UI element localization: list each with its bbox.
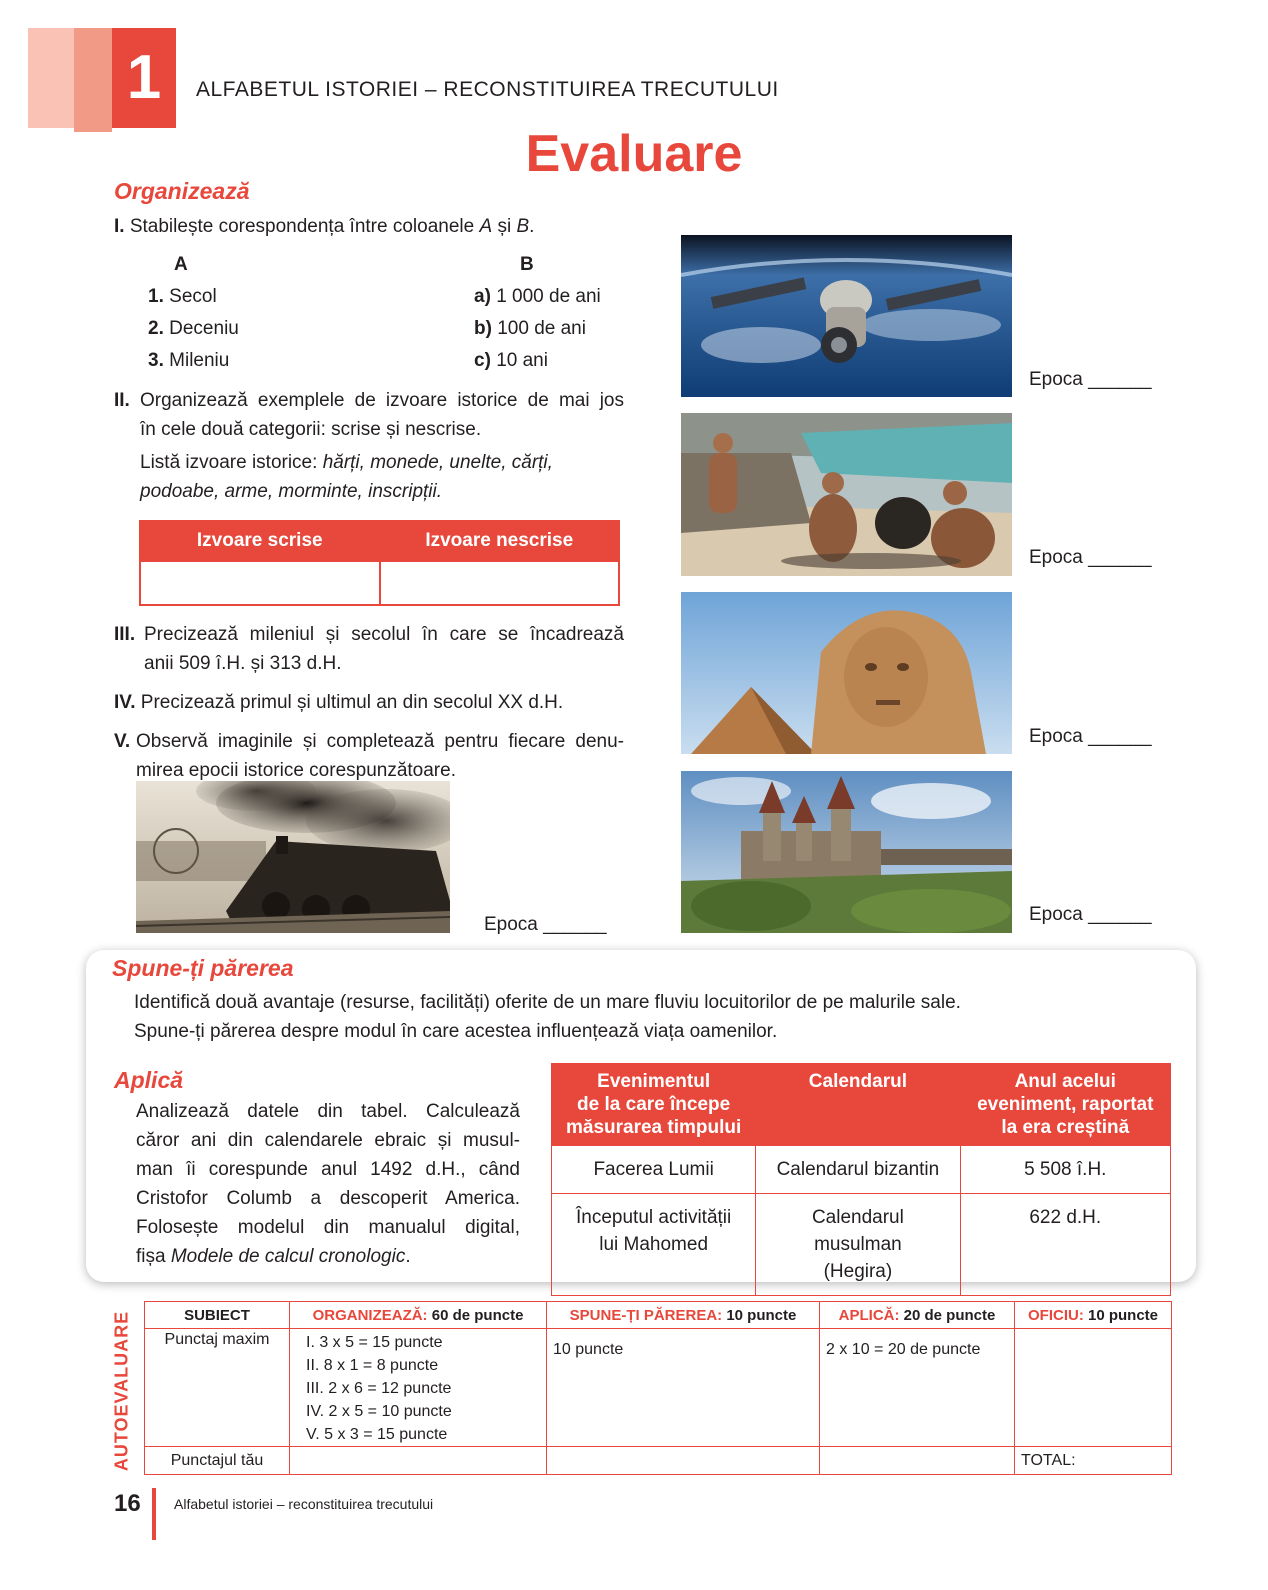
column-b-item: b) 100 de ani xyxy=(474,318,586,339)
year-cell: 5 508 î.H. xyxy=(960,1146,1170,1194)
your-score-label: Punctajul tău xyxy=(145,1447,290,1475)
max-score-label: Punctaj maxim xyxy=(145,1329,290,1447)
organizeaza-breakdown: I. 3 x 5 = 15 puncte II. 8 x 1 = 8 puncte III. 2 x 6 = 12 puncte IV. 2 x 5 = 10 puncte V. 5 x 3 = 15 puncte xyxy=(290,1329,547,1447)
exercise-1-prompt xyxy=(114,212,534,241)
exercise-5-number: V. xyxy=(114,731,131,752)
oficiu-max-points xyxy=(1015,1329,1172,1447)
autoevaluare-label: AUTOEVALUARE xyxy=(111,1310,132,1472)
column-a-header: A xyxy=(174,254,188,275)
column-b-ref: B xyxy=(516,216,530,237)
chapter-title: ALFABETUL ISTORIEI – RECONSTITUIREA TRECUTULUI xyxy=(196,78,779,101)
aplica-text: Analizează datele din tabel. Calculează căror ani din calendarele ebraic și musul- man îi corespunde anul 1492 d.H., când Cristofor Columb a descoperit America. Folosește modelul din manualul digital, fișa Modele de calcul cronologic. xyxy=(136,1101,520,1267)
exercise-2-prompt: II. Organizează exemplele de izvoare istorice de mai jos în cele două categorii: scrise și nescrise. Listă izvoare istorice: hărți, monede, unelte, cărți, podoabe, arme, morminte, inscripții. xyxy=(114,386,624,506)
calendar-table xyxy=(551,1063,1171,1296)
spune-your-score[interactable] xyxy=(547,1447,820,1475)
epoch-answer-antiquity[interactable]: Epoca ______ xyxy=(1029,726,1152,747)
exercise-1-text: Stabilește corespondența între coloanele xyxy=(129,216,480,237)
column-b-item: c) 10 ani xyxy=(474,350,548,371)
subject-header: SUBIECT xyxy=(145,1302,290,1329)
year-column-header: Anul acelui eveniment, raportat la era creștină xyxy=(960,1064,1170,1146)
table-row xyxy=(552,1146,1171,1194)
event-cell: Începutul activității lui Mahomed xyxy=(552,1194,756,1296)
written-sources-header: Izvoare scrise xyxy=(140,521,380,561)
exercise-4-prompt: IV. Precizează primul și ultimul an din secolul XX d.H. xyxy=(114,692,564,713)
sources-table xyxy=(139,520,620,606)
exercise-3-prompt: III. Precizează mileniul și secolul în care se încadrează anii 509 î.H. și 313 d.H. xyxy=(114,620,624,678)
spune-parerea-line1: Identifică două avantaje (resurse, facilități) oferite de un mare fluviu locuitorilor de pe malurile sale. xyxy=(134,992,961,1013)
aplica-your-score[interactable] xyxy=(820,1447,1015,1475)
spacecraft-photo xyxy=(681,235,1012,397)
exercise-1-number: I. xyxy=(114,216,125,237)
calendar-column-header: Calendarul xyxy=(756,1064,960,1146)
total-cell[interactable]: TOTAL: xyxy=(1015,1447,1172,1475)
chapter-tab-mid xyxy=(74,28,112,132)
event-cell: Facerea Lumii xyxy=(552,1146,756,1194)
column-b-item: a) 1 000 de ani xyxy=(474,286,601,307)
spune-max-points: 10 puncte xyxy=(547,1329,820,1447)
castle-photo xyxy=(681,771,1012,933)
column-a-item: 1. Secol xyxy=(148,286,217,307)
written-sources-cell[interactable] xyxy=(140,561,380,605)
page-number: 16 xyxy=(114,1490,141,1517)
unwritten-sources-header: Izvoare nescrise xyxy=(380,521,620,561)
event-column-header: Evenimentul de la care începe măsurarea timpului xyxy=(552,1064,756,1146)
organizeaza-heading: Organizează xyxy=(114,178,250,204)
self-assessment-table xyxy=(144,1301,1172,1475)
prehistoric-people-photo xyxy=(681,413,1012,576)
year-cell: 622 d.H. xyxy=(960,1194,1170,1296)
chapter-number: 1 xyxy=(112,28,176,128)
chapter-tab-light xyxy=(28,28,74,128)
epoch-answer-prehistory[interactable]: Epoca ______ xyxy=(1029,547,1152,568)
exercise-5-prompt: V. Observă imaginile și completează pentru fiecare denu- mirea epocii istorice corespunzătoare. xyxy=(114,727,624,785)
exercise-2-number: II. xyxy=(114,390,130,411)
aplica-points-header: APLICĂ: 20 de puncte xyxy=(820,1302,1015,1329)
spune-parerea-heading: Spune-ți părerea xyxy=(112,955,294,981)
organizeaza-points-header: ORGANIZEAZĂ: 60 de puncte xyxy=(290,1302,547,1329)
epoch-answer-middle-ages[interactable]: Epoca ______ xyxy=(1029,904,1152,925)
steam-train-photo xyxy=(136,781,450,933)
column-a-ref: A xyxy=(479,216,493,237)
epoch-answer-train[interactable]: Epoca ______ xyxy=(484,914,607,935)
organizeaza-your-score[interactable] xyxy=(290,1447,547,1475)
table-row xyxy=(552,1194,1171,1296)
aplica-heading: Aplică xyxy=(114,1067,184,1093)
epoch-answer-spacecraft[interactable]: Epoca ______ xyxy=(1029,369,1152,390)
oficiu-points-header: OFICIU: 10 puncte xyxy=(1015,1302,1172,1329)
exercise-3-number: III. xyxy=(114,624,136,645)
exercise-1-end: . xyxy=(529,216,535,237)
spune-points-header: SPUNE-ȚI PĂREREA: 10 puncte xyxy=(547,1302,820,1329)
page-title: Evaluare xyxy=(525,125,743,183)
column-b-header: B xyxy=(520,254,534,275)
calendar-cell: Calendarul bizantin xyxy=(756,1146,960,1194)
spune-parerea-line2: Spune-ți părerea despre modul în care acestea influențează viața oamenilor. xyxy=(134,1021,778,1042)
aplica-max-points: 2 x 10 = 20 de puncte xyxy=(820,1329,1015,1447)
exercise-1-and: și xyxy=(492,216,517,237)
column-a-item: 2. Deceniu xyxy=(148,318,239,339)
sphinx-photo xyxy=(681,592,1012,754)
column-a-item: 3. Mileniu xyxy=(148,350,230,371)
footer-text: Alfabetul istoriei – reconstituirea trecutului xyxy=(174,1496,434,1512)
unwritten-sources-cell[interactable] xyxy=(380,561,620,605)
exercise-4-number: IV. xyxy=(114,692,136,713)
footer-divider xyxy=(152,1488,156,1540)
calendar-cell: Calendarul musulman (Hegira) xyxy=(756,1194,960,1296)
